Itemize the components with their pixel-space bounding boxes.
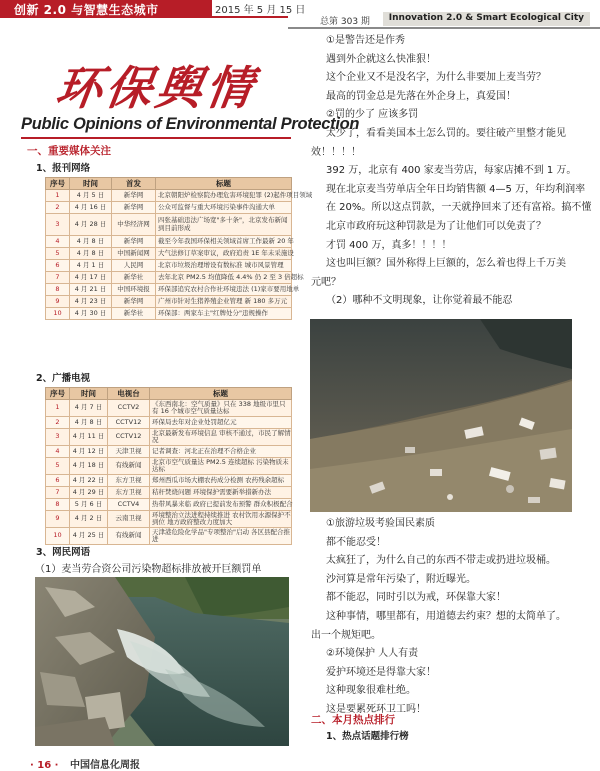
row-title: 《东西南北：空气质量》只在 338 地级市里只有 16 个城市空气质量达标 (150, 400, 292, 417)
subheading-press: 1、报刊网络 (36, 163, 91, 174)
english-title: Public Opinions of Environmental Protection (21, 115, 360, 133)
row-source: 中国新闻网 (112, 248, 156, 260)
comment-line: 出一个规矩吧。 (311, 629, 381, 641)
comment-line: 这种现象很难杜绝。 (326, 685, 416, 697)
row-index: 2 (46, 202, 70, 214)
riverbank-trash-photo (310, 319, 572, 512)
row-date: 4 月 5 日 (70, 190, 112, 202)
subheading-broadcast: 2、广播电视 (36, 373, 91, 384)
row-index: 3 (46, 429, 70, 446)
row-date: 4 月 8 日 (70, 236, 112, 248)
row-source: 天津卫视 (108, 446, 150, 458)
row-title: 截至今年我国环保相关领域首席工作最新 20 年 (156, 236, 292, 248)
comment-line: 元吧？ (311, 276, 341, 288)
row-title: 北京市垃圾治理增设有数标准 城市风景管理 (156, 260, 292, 272)
press-row (46, 248, 292, 260)
row-date: 4 月 1 日 (70, 260, 112, 272)
col-header-source: 首发 (112, 178, 156, 190)
row-title: 热带风暴来临 政府已提前发布预警 群众积极配合 (150, 499, 292, 511)
press-row (46, 260, 292, 272)
photo-caption-mcdonalds: （1）麦当劳合资公司污染物超标排放被开巨额罚单 (35, 564, 262, 575)
col-header-index: 序号 (46, 178, 70, 190)
comment-line: ①是警告还是作秀 (326, 35, 405, 46)
row-title: 郑州西瓜市场大棚农药成分检测 农药残余超标 (150, 475, 292, 487)
col-header-date: 时间 (70, 178, 112, 190)
section-heading-ranking: 二、本月热点排行 (311, 714, 395, 726)
row-title: 秸秆焚烧问题 环境保护需要新举措新办法 (150, 487, 292, 499)
row-title: 四张基础违法广场宽"多十条"，北京发布新闻到目前形成 (156, 214, 292, 236)
polluted-river-photo (35, 577, 289, 746)
row-date: 4 月 30 日 (70, 308, 112, 320)
broadcast-row (46, 429, 292, 446)
row-date: 4 月 7 日 (70, 400, 108, 417)
brand-label: Innovation 2.0 & Smart Ecological City (383, 12, 590, 26)
press-row (46, 202, 292, 214)
row-source: CCTV2 (108, 400, 150, 417)
row-index: 5 (46, 458, 70, 475)
comment-line: 这个企业又不是没名字，为什么非要加上麦当劳？ (326, 72, 546, 84)
calligraphy-title (52, 60, 278, 115)
broadcast-row (46, 417, 292, 429)
press-row (46, 296, 292, 308)
row-source: 新华网 (112, 296, 156, 308)
page-number: · 16 · (30, 760, 59, 771)
issue-number: 总第 303 期 (320, 17, 370, 27)
broadcast-table (45, 387, 292, 545)
row-index: 4 (46, 446, 70, 458)
row-source: 东方卫视 (108, 475, 150, 487)
comment-line: 太少了，看看美国本土怎么罚的。要往破产里整才能见 (326, 128, 566, 139)
subheading-netizen: 3、网民网语 (36, 547, 91, 558)
row-index: 2 (46, 417, 70, 429)
broadcast-table-header (46, 388, 292, 400)
row-index: 1 (46, 400, 70, 417)
col-header-station: 电视台 (108, 388, 150, 400)
comment-line: 才罚 400 万，真多！！！！ (326, 239, 452, 251)
issue-date: 2015 年 5 月 15 日 (215, 5, 306, 16)
press-table (45, 177, 313, 320)
row-index: 9 (46, 511, 70, 528)
row-date: 4 月 17 日 (70, 272, 112, 284)
row-title: 公众可监督与重大环境污染事件沟通大单 (156, 202, 292, 214)
row-source: 人民网 (112, 260, 156, 272)
title-rule (21, 137, 291, 139)
row-title: 环境整治立法进程持续推进 农村饮用水源保护不到位 地方政府整改力度加大 (150, 511, 292, 528)
broadcast-row (46, 446, 292, 458)
row-date: 4 月 29 日 (70, 487, 108, 499)
row-index: 10 (46, 308, 70, 320)
row-source: 新华网 (112, 202, 156, 214)
press-row (46, 214, 292, 236)
row-title: 天津港危险化学品"专项整治"启动 各区县配合推进 (150, 528, 292, 545)
row-source: 有线新闻 (108, 458, 150, 475)
section-heading-media: 一、重要媒体关注 (27, 145, 111, 157)
row-title: 北京最新发布环境信息 审核不通过，市民了解情况 (150, 429, 292, 446)
col-header-title: 标题 (156, 178, 292, 190)
row-source: CCTV4 (108, 499, 150, 511)
calligraphy-title-text: 环保舆情 (52, 61, 260, 115)
row-index: 3 (46, 214, 70, 236)
press-table-header (46, 178, 292, 190)
broadcast-row (46, 458, 292, 475)
row-source: CCTV12 (108, 429, 150, 446)
row-date: 4 月 2 日 (70, 511, 108, 528)
row-date: 5 月 6 日 (70, 499, 108, 511)
comment-line: 在 20%。所以这点罚款，一天就挣回来了还有富裕。搞不懂 (326, 202, 592, 214)
row-source: 中国环境报 (112, 284, 156, 296)
row-source: 东方卫视 (108, 487, 150, 499)
row-title: 环保局去年对企业处罚超亿元 (150, 417, 292, 429)
row-index: 8 (46, 284, 70, 296)
row-date: 4 月 25 日 (70, 528, 108, 545)
comment-line: 太疯狂了，为什么自己的东西不带走或扔进垃圾桶。 (326, 555, 556, 567)
comment-line: 最高的罚金总是先落在外企身上，真爱国！ (326, 90, 516, 102)
comment-line: 现在北京麦当劳单店全年日均销售额 4—5 万，年均利润率 (326, 183, 586, 195)
row-date: 4 月 11 日 (70, 429, 108, 446)
col-header-index: 序号 (46, 388, 70, 400)
row-title: 广州市针对生猪养殖企业管理 新 180 多万元 (156, 296, 292, 308)
comment-line: ①旅游垃圾考验国民素质 (326, 518, 435, 529)
page-footer (30, 756, 140, 771)
row-index: 10 (46, 528, 70, 545)
row-date: 4 月 18 日 (70, 458, 108, 475)
row-index: 6 (46, 475, 70, 487)
row-date: 4 月 8 日 (70, 417, 108, 429)
row-source: 新华社 (112, 308, 156, 320)
press-row (46, 284, 292, 296)
comment-line: ②环境保护 人人有责 (326, 648, 419, 660)
row-source: 新华社 (112, 272, 156, 284)
press-row (46, 190, 292, 202)
broadcast-row (46, 528, 292, 545)
subheading-hot-topics: 1、热点话题排行榜 (326, 731, 409, 742)
row-title: 北京市空气质量达 PM2.5 连续超标 污染物质未达标 (150, 458, 292, 475)
row-date: 4 月 8 日 (70, 248, 112, 260)
comment-line: 爱护环境还是得靠大家！ (326, 666, 436, 678)
comment-line: （2）哪种不文明现象，让你觉着最不能忍 (326, 295, 513, 307)
row-title: 去年北京 PM2.5 均值降低 4.4% 仍 2 至 3 倍超标 (156, 272, 292, 284)
row-index: 5 (46, 248, 70, 260)
press-row (46, 308, 292, 320)
row-date: 4 月 12 日 (70, 446, 108, 458)
row-date: 4 月 22 日 (70, 475, 108, 487)
broadcast-row (46, 487, 292, 499)
col-header-title: 标题 (150, 388, 292, 400)
row-source: CCTV12 (108, 417, 150, 429)
broadcast-row (46, 499, 292, 511)
row-source: 中华经济网 (112, 214, 156, 236)
row-index: 7 (46, 272, 70, 284)
row-index: 7 (46, 487, 70, 499)
comment-line: 这也叫巨额？国外称得上巨额的，怎么着也得上千万美 (326, 258, 566, 270)
row-index: 9 (46, 296, 70, 308)
row-title: 记者调查：河北正在治理不合格企业 (150, 446, 292, 458)
row-index: 8 (46, 499, 70, 511)
column-banner (0, 0, 212, 18)
row-date: 4 月 21 日 (70, 284, 112, 296)
header-rule (212, 16, 288, 18)
row-title: 大气法修订草案审议，政府追责 1E 年未采施设 (156, 248, 292, 260)
column-name: 创新 2.0 与智慧生态城市 (14, 3, 159, 17)
broadcast-row (46, 400, 292, 417)
comment-line: ②罚的少了 应该多罚 (326, 109, 419, 121)
comment-line: 这种事情，哪里都有，用道德去约束？想的太简单了。 (326, 611, 566, 622)
row-source: 新华网 (112, 190, 156, 202)
comment-line: 沙河算是常年污染了，附近曝光。 (326, 573, 476, 585)
comment-line: 效！！！！ (311, 146, 361, 158)
row-title: 北京朝阳炉检察院办理危害环境犯罪 (2)起件项目领域 (156, 190, 292, 202)
row-source: 有线新闻 (108, 528, 150, 545)
row-source: 云南卫视 (108, 511, 150, 528)
row-source: 新华网 (112, 236, 156, 248)
row-date: 4 月 23 日 (70, 296, 112, 308)
row-title: 环保部：两家车主"红牌处分"违规操作 (156, 308, 292, 320)
row-index: 6 (46, 260, 70, 272)
broadcast-row (46, 475, 292, 487)
broadcast-row (46, 511, 292, 528)
comment-line: 这是要累死环卫工吗！ (326, 704, 426, 715)
comment-line: 392 万，北京有 400 家麦当劳店，每家店摊不到 1 万。 (326, 165, 577, 177)
row-title: 环保部追究农村合作社环境违法 (1)家市要用地单 (156, 284, 292, 296)
row-index: 1 (46, 190, 70, 202)
press-row (46, 236, 292, 248)
press-row (46, 272, 292, 284)
comment-line: 都不能忍受！ (326, 536, 386, 548)
comment-line: 北京市政府玩这种罚款是为了让他们可以免责了？ (326, 221, 546, 232)
journal-name: 中国信息化周报 (69, 760, 140, 771)
row-date: 4 月 16 日 (70, 202, 112, 214)
row-index: 4 (46, 236, 70, 248)
comment-line: 遇到外企就这么快准狠！ (326, 53, 436, 65)
comment-line: 都不能忍，同时引以为戒，环保靠大家！ (326, 592, 506, 604)
row-date: 4 月 28 日 (70, 214, 112, 236)
col-header-date: 时间 (70, 388, 108, 400)
